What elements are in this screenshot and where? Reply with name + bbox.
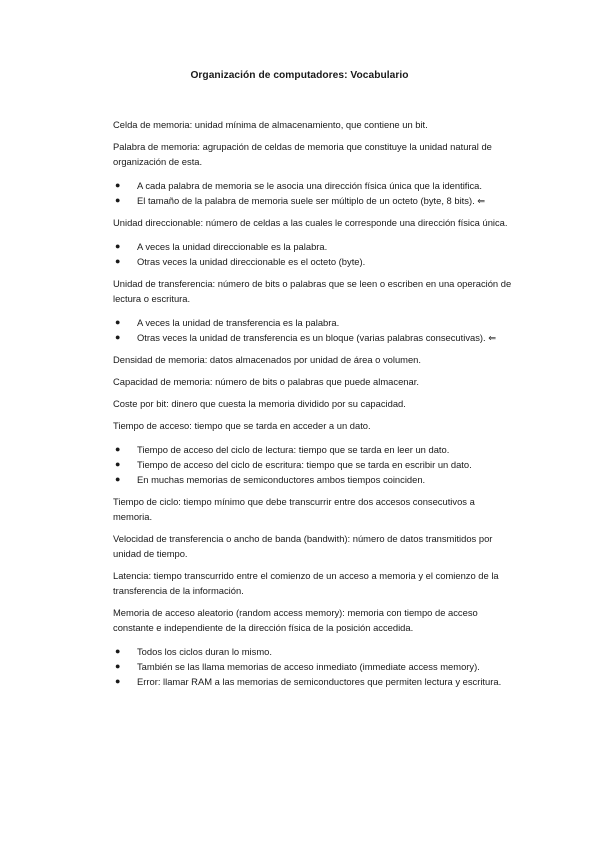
bullet-list bbox=[113, 442, 513, 487]
list-item-text: A veces la unidad direccionable es la palabra. bbox=[137, 241, 328, 252]
list-item-text: Error: llamar RAM a las memorias de semiconductores que permiten lectura y escritura. bbox=[137, 676, 502, 687]
bullet-icon: ● bbox=[115, 444, 121, 454]
bullet-icon: ● bbox=[115, 317, 121, 327]
definition-paragraph: Tiempo de acceso: tiempo que se tarda en acceder a un dato. bbox=[113, 420, 371, 431]
list-item bbox=[113, 457, 513, 472]
list-item bbox=[113, 239, 513, 254]
list-item bbox=[113, 472, 513, 487]
list-item bbox=[113, 330, 513, 345]
list-item bbox=[113, 193, 513, 208]
list-item-text: Otras veces la unidad de transferencia es un bloque (varias palabras consecutivas). ⇐ bbox=[137, 332, 497, 343]
definition-paragraph: Unidad direccionable: número de celdas a las cuales le corresponde una dirección física única. bbox=[113, 217, 508, 228]
bullet-icon: ● bbox=[115, 661, 121, 671]
document-title: Organización de computadores: Vocabulario bbox=[190, 70, 409, 81]
bullet-icon: ● bbox=[115, 180, 121, 190]
list-item-text: En muchas memorias de semiconductores ambos tiempos coinciden. bbox=[137, 474, 426, 485]
bullet-list bbox=[113, 644, 513, 689]
list-item-text: Todos los ciclos duran lo mismo. bbox=[137, 646, 272, 657]
list-item bbox=[113, 315, 513, 330]
bullet-icon: ● bbox=[115, 241, 121, 251]
bullet-icon: ● bbox=[115, 195, 121, 205]
bullet-list bbox=[113, 315, 513, 345]
list-item bbox=[113, 254, 513, 269]
list-item-text: El tamaño de la palabra de memoria suele ser múltiplo de un octeto (byte, 8 bits). ⇐ bbox=[137, 195, 486, 206]
definition-paragraph: Memoria de acceso aleatorio (random access memory): memoria con tiempo de acceso constante e independiente de la dirección física de la posición accedida. bbox=[113, 607, 478, 633]
bullet-icon: ● bbox=[115, 646, 121, 656]
definition-paragraph: Densidad de memoria: datos almacenados por unidad de área o volumen. bbox=[113, 354, 422, 365]
bullet-list bbox=[113, 239, 513, 269]
definition-paragraph: Coste por bit: dinero que cuesta la memoria dividido por su capacidad. bbox=[113, 398, 406, 409]
list-item-text: A cada palabra de memoria se le asocia una dirección física única que la identifica. bbox=[137, 180, 482, 191]
list-item-text: Tiempo de acceso del ciclo de lectura: tiempo que se tarda en leer un dato. bbox=[137, 444, 450, 455]
document-body bbox=[113, 117, 513, 696]
definition-paragraph: Capacidad de memoria: número de bits o palabras que puede almacenar. bbox=[113, 376, 419, 387]
list-item-text: También se las llama memorias de acceso inmediato (immediate access memory). bbox=[137, 661, 480, 672]
list-item-text: Otras veces la unidad direccionable es el octeto (byte). bbox=[137, 256, 366, 267]
bullet-icon: ● bbox=[115, 332, 121, 342]
list-item bbox=[113, 644, 513, 659]
list-item bbox=[113, 659, 513, 674]
bullet-icon: ● bbox=[115, 676, 121, 686]
definition-paragraph: Latencia: tiempo transcurrido entre el comienzo de un acceso a memoria y el comienzo de la transferencia de la información. bbox=[113, 570, 499, 596]
definition-paragraph: Velocidad de transferencia o ancho de banda (bandwith): número de datos transmitidos por unidad de tiempo. bbox=[113, 533, 493, 559]
definition-paragraph: Tiempo de ciclo: tiempo mínimo que debe transcurrir entre dos accesos consecutivos a memoria. bbox=[113, 496, 475, 522]
bullet-icon: ● bbox=[115, 459, 121, 469]
definition-paragraph: Palabra de memoria: agrupación de celdas de memoria que constituye la unidad natural de organización de esta. bbox=[113, 141, 492, 167]
definition-paragraph: Unidad de transferencia: número de bits o palabras que se leen o escriben en una operación de lectura o escritura. bbox=[113, 278, 512, 304]
list-item-text: Tiempo de acceso del ciclo de escritura: tiempo que se tarda en escribir un dato. bbox=[137, 459, 472, 470]
list-item bbox=[113, 674, 513, 689]
list-item bbox=[113, 442, 513, 457]
list-item-text: A veces la unidad de transferencia es la palabra. bbox=[137, 317, 340, 328]
list-item bbox=[113, 178, 513, 193]
bullet-icon: ● bbox=[115, 474, 121, 484]
definition-paragraph: Celda de memoria: unidad mínima de almacenamiento, que contiene un bit. bbox=[113, 119, 428, 130]
bullet-icon: ● bbox=[115, 256, 121, 266]
bullet-list bbox=[113, 178, 513, 208]
